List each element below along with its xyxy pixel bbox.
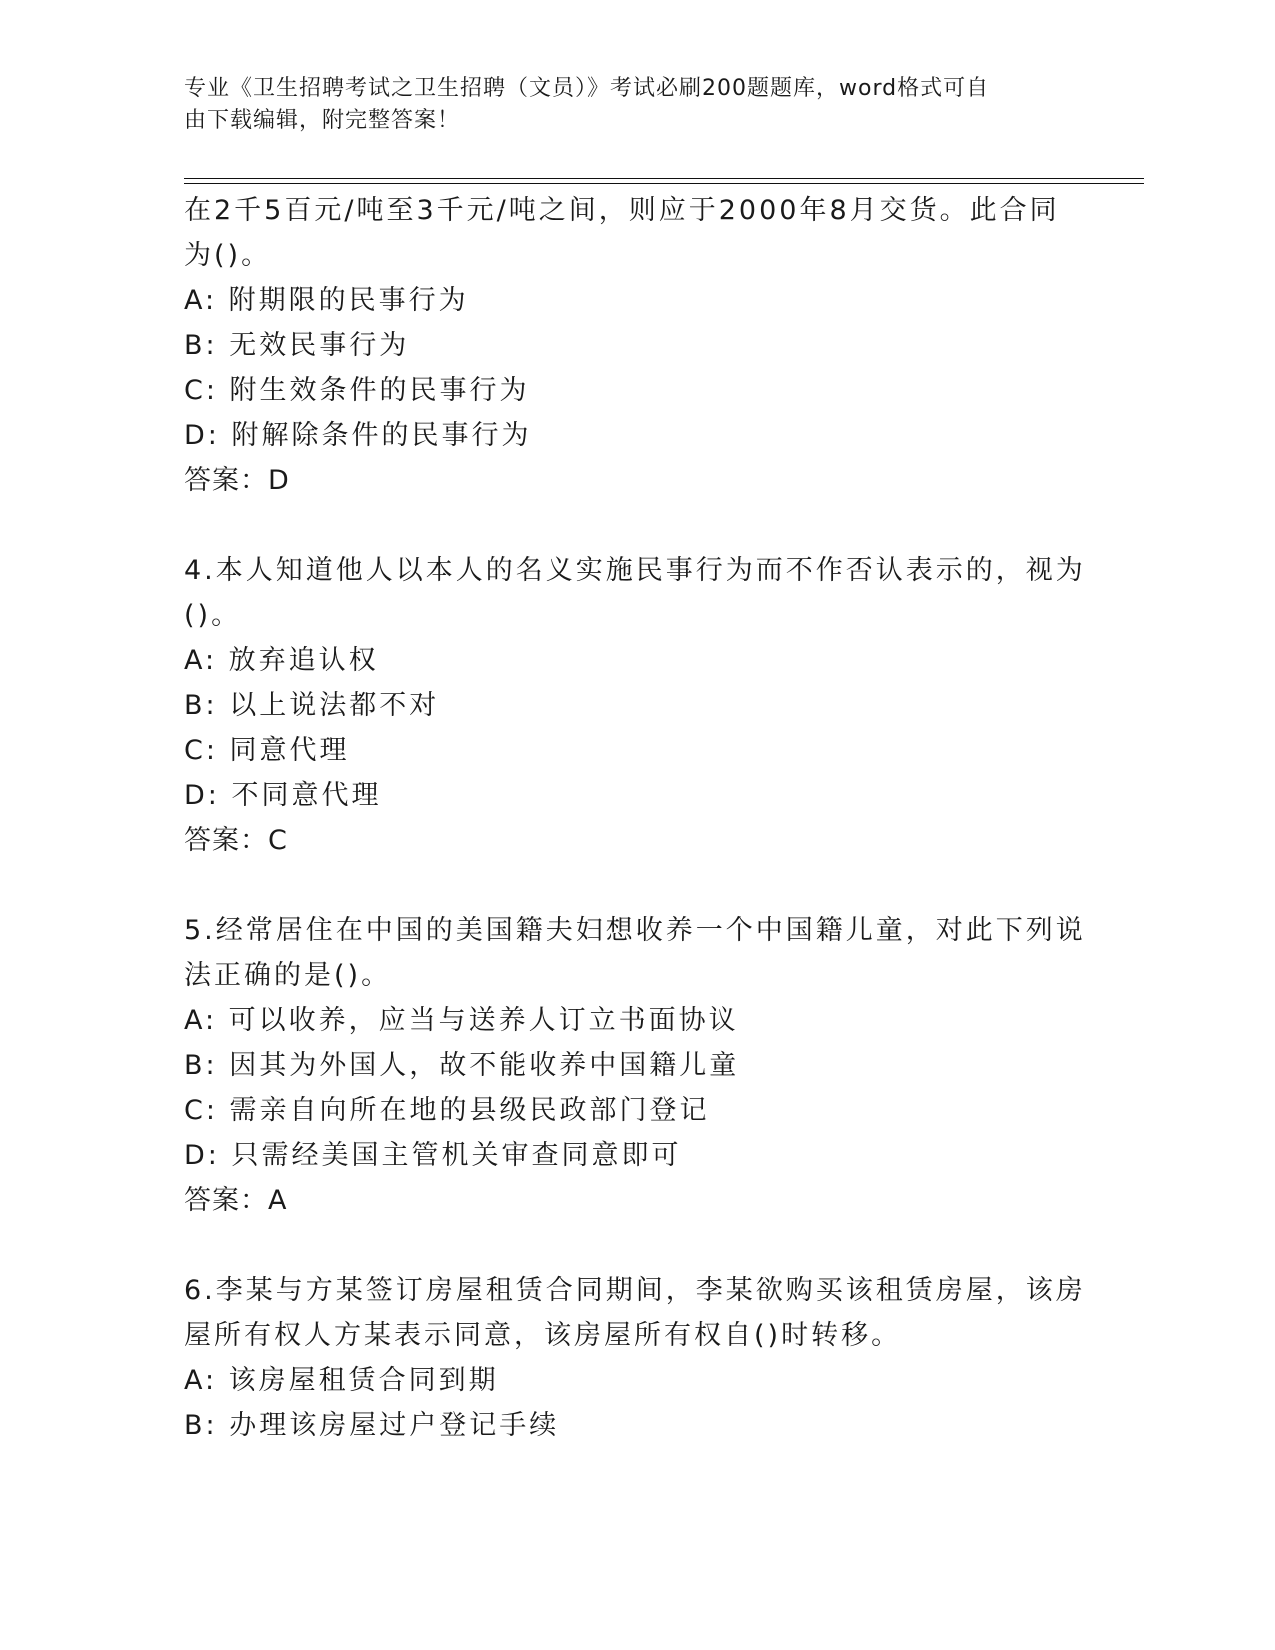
document-header — [184, 73, 1064, 137]
option-d: D: 附解除条件的民事行为 — [184, 420, 532, 451]
option-a: A: 可以收养，应当与送养人订立书面协议 — [184, 1005, 739, 1036]
answer-text: 答案：D — [184, 465, 290, 496]
question-text-line: 法正确的是()。 — [184, 960, 392, 991]
option-b: B: 以上说法都不对 — [184, 690, 440, 721]
question-3 — [184, 188, 1064, 503]
question-list — [184, 188, 1086, 1448]
header-line-1: 专业《卫生招聘考试之卫生招聘（文员）》考试必刷200题题库，word格式可自 — [184, 76, 990, 101]
option-a: A: 放弃追认权 — [184, 645, 379, 676]
option-a: A: 该房屋租赁合同到期 — [184, 1365, 499, 1396]
answer-text: 答案：A — [184, 1185, 288, 1216]
question-text-line: 屋所有权人方某表示同意，该房屋所有权自()时转移。 — [184, 1320, 902, 1351]
option-b: B: 因其为外国人，故不能收养中国籍儿童 — [184, 1050, 740, 1081]
spacer — [184, 1223, 1064, 1268]
header-line-2: 由下载编辑，附完整答案！ — [184, 108, 461, 133]
question-6 — [184, 1268, 1086, 1448]
header-divider-top — [184, 178, 1144, 179]
option-a: A: 附期限的民事行为 — [184, 285, 469, 316]
option-c: C: 附生效条件的民事行为 — [184, 375, 530, 406]
spacer — [184, 503, 1064, 548]
question-5 — [184, 908, 1086, 1223]
question-text-line: 在2千5百元/吨至3千元/吨之间，则应于2000年8月交货。此合同 — [184, 195, 1060, 226]
option-d: D: 不同意代理 — [184, 780, 382, 811]
question-text-line: 5.经常居住在中国的美国籍夫妇想收养一个中国籍儿童，对此下列说 — [184, 915, 1086, 946]
question-4 — [184, 548, 1086, 863]
question-text-line: 4.本人知道他人以本人的名义实施民事行为而不作否认表示的，视为 — [184, 555, 1086, 586]
option-c: C: 同意代理 — [184, 735, 350, 766]
question-text-line: ()。 — [184, 600, 242, 631]
option-c: C: 需亲自向所在地的县级民政部门登记 — [184, 1095, 710, 1126]
option-b: B: 办理该房屋过户登记手续 — [184, 1410, 560, 1441]
header-divider-bottom — [184, 183, 1144, 184]
answer-text: 答案：C — [184, 825, 288, 856]
spacer — [184, 863, 1064, 908]
question-text-line: 6.李某与方某签订房屋租赁合同期间，李某欲购买该租赁房屋，该房 — [184, 1275, 1086, 1306]
option-b: B: 无效民事行为 — [184, 330, 410, 361]
option-d: D: 只需经美国主管机关审查同意即可 — [184, 1140, 682, 1171]
question-text-line: 为()。 — [184, 240, 272, 271]
